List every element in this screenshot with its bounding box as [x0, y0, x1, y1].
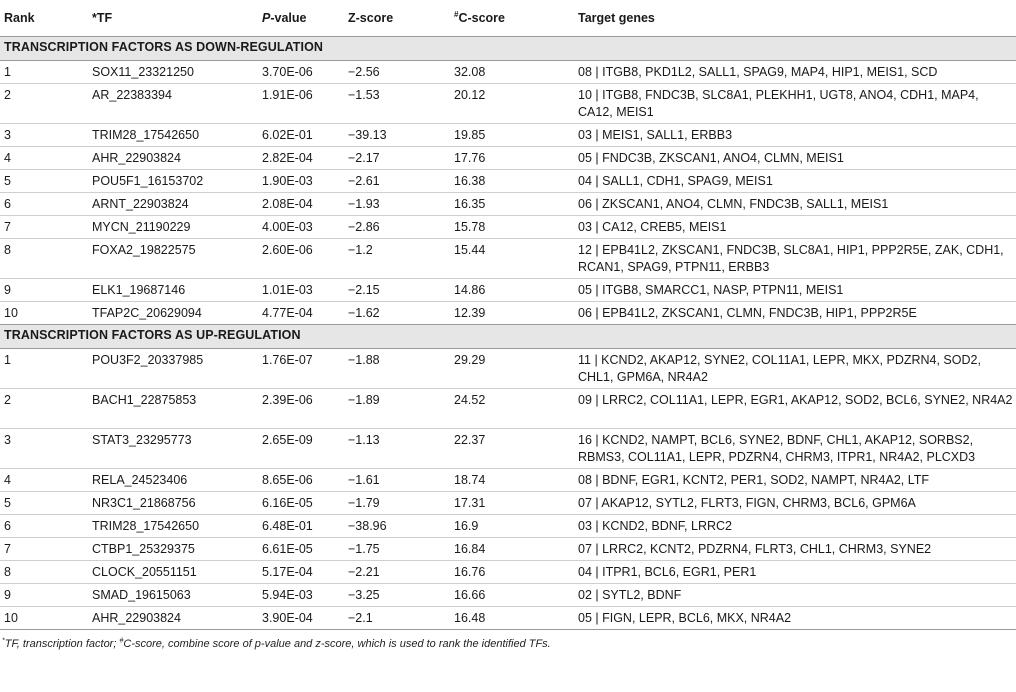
table-row — [0, 61, 1016, 84]
table-row — [0, 584, 1016, 607]
rank-cell: 3 — [0, 429, 88, 469]
pvalue-cell: 2.08E-04 — [258, 193, 338, 216]
footnote-text-tf: TF, transcription factor; — [4, 638, 120, 650]
zscore-cell: −2.61 — [338, 170, 450, 193]
targets-cell: 03 | KCND2, BDNF, LRRC2 — [574, 515, 1016, 538]
zscore-cell: −1.75 — [338, 538, 450, 561]
zscore-cell: −38.96 — [338, 515, 450, 538]
table-row — [0, 193, 1016, 216]
header-tf — [88, 0, 258, 37]
table-row — [0, 302, 1016, 325]
pvalue-cell: 6.48E-01 — [258, 515, 338, 538]
table-row — [0, 124, 1016, 147]
cscore-cell: 18.74 — [450, 469, 574, 492]
tf-cell: FOXA2_19822575 — [88, 239, 258, 279]
table-row — [0, 279, 1016, 302]
targets-cell: 06 | EPB41L2, ZKSCAN1, CLMN, FNDC3B, HIP1, PPP2R5E — [578, 306, 917, 320]
tf-cell: TRIM28_17542650 — [88, 124, 258, 147]
table-row — [0, 492, 1016, 515]
table-header — [0, 0, 1016, 37]
cscore-cell: 16.35 — [450, 193, 574, 216]
zscore-cell: −2.56 — [338, 61, 450, 84]
rank-cell: 2 — [0, 84, 88, 124]
rank-cell: 10 — [4, 611, 18, 625]
targets-cell: 05 | FNDC3B, ZKSCAN1, ANO4, CLMN, MEIS1 — [574, 147, 1016, 170]
cscore-cell: 24.52 — [450, 389, 574, 429]
targets-cell: 04 | SALL1, CDH1, SPAG9, MEIS1 — [574, 170, 1016, 193]
bottom-rule-cell — [0, 629, 1016, 630]
tf-cell: TFAP2C_20629094 — [92, 306, 202, 320]
cscore-cell: 20.12 — [450, 84, 574, 124]
targets-cell: 08 | ITGB8, PKD1L2, SALL1, SPAG9, MAP4, HIP1, MEIS1, SCD — [574, 61, 1016, 84]
table-row — [0, 515, 1016, 538]
rank-cell: 7 — [0, 216, 88, 239]
rank-cell: 5 — [0, 492, 88, 515]
pvalue-cell: 1.01E-03 — [258, 279, 338, 302]
pvalue-cell: 1.91E-06 — [258, 84, 338, 124]
tf-cell: SMAD_19615063 — [88, 584, 258, 607]
targets-cell: 07 | LRRC2, KCNT2, PDZRN4, FLRT3, CHL1, CHRM3, SYNE2 — [574, 538, 1016, 561]
zscore-cell: −1.13 — [338, 429, 450, 469]
table-row — [0, 349, 1016, 389]
table-row — [0, 147, 1016, 170]
cscore-cell: 15.78 — [450, 216, 574, 239]
rank-cell: 6 — [0, 193, 88, 216]
cscore-cell: 16.84 — [450, 538, 574, 561]
pvalue-cell: 2.82E-04 — [258, 147, 338, 170]
tf-cell: BACH1_22875853 — [88, 389, 258, 429]
tf-cell: AHR_22903824 — [88, 147, 258, 170]
zscore-cell: −1.61 — [338, 469, 450, 492]
cscore-cell: 12.39 — [454, 306, 486, 320]
table-row — [0, 429, 1016, 469]
targets-cell: 08 | BDNF, EGR1, KCNT2, PER1, SOD2, NAMPT, NR4A2, LTF — [574, 469, 1016, 492]
zscore-cell: −39.13 — [338, 124, 450, 147]
table-row — [0, 239, 1016, 279]
header-targets: Target genes — [574, 0, 1016, 37]
header-tf-label: TF — [96, 10, 113, 25]
pvalue-cell: 1.76E-07 — [258, 349, 338, 389]
section-title: TRANSCRIPTION FACTORS AS DOWN-REGULATION — [0, 37, 1016, 61]
zscore-cell: −1.93 — [338, 193, 450, 216]
table-row — [0, 607, 1016, 630]
tf-cell: AR_22383394 — [88, 84, 258, 124]
rank-cell: 10 — [4, 306, 18, 320]
pvalue-cell: 6.02E-01 — [258, 124, 338, 147]
pvalue-cell: 8.65E-06 — [258, 469, 338, 492]
table-row — [0, 389, 1016, 429]
header-cscore-label: C-score — [458, 10, 505, 25]
rank-cell: 3 — [0, 124, 88, 147]
rank-cell: 9 — [0, 584, 88, 607]
footnote-text-cscore: C-score, combine score of p-value and z-score, which is used to rank the identified TFs. — [123, 638, 551, 650]
pvalue-cell: 3.70E-06 — [258, 61, 338, 84]
zscore-cell: −1.79 — [338, 492, 450, 515]
targets-cell: 03 | CA12, CREB5, MEIS1 — [574, 216, 1016, 239]
cscore-cell: 16.38 — [450, 170, 574, 193]
rank-cell: 7 — [0, 538, 88, 561]
targets-cell: 11 | KCND2, AKAP12, SYNE2, COL11A1, LEPR, MKX, PDZRN4, SOD2, CHL1, GPM6A, NR4A2 — [574, 349, 1016, 389]
zscore-cell: −1.88 — [338, 349, 450, 389]
table-row — [0, 216, 1016, 239]
pvalue-cell: 1.90E-03 — [258, 170, 338, 193]
zscore-cell: −2.17 — [338, 147, 450, 170]
targets-cell: 02 | SYTL2, BDNF — [574, 584, 1016, 607]
cscore-cell: 17.76 — [450, 147, 574, 170]
tf-cell: NR3C1_21868756 — [88, 492, 258, 515]
pvalue-cell: 5.94E-03 — [258, 584, 338, 607]
targets-cell: 03 | MEIS1, SALL1, ERBB3 — [574, 124, 1016, 147]
cscore-cell: 22.37 — [450, 429, 574, 469]
header-cscore — [450, 0, 574, 37]
pvalue-cell: 4.00E-03 — [258, 216, 338, 239]
rank-cell: 4 — [0, 469, 88, 492]
header-cscore-mark: # — [454, 9, 459, 19]
rank-cell: 5 — [0, 170, 88, 193]
targets-cell: 09 | LRRC2, COL11A1, LEPR, EGR1, AKAP12, SOD2, BCL6, SYNE2, NR4A2 — [574, 389, 1016, 429]
zscore-cell: −1.62 — [348, 306, 380, 320]
targets-cell: 04 | ITPR1, BCL6, EGR1, PER1 — [574, 561, 1016, 584]
cscore-cell: 19.85 — [450, 124, 574, 147]
tf-cell: ARNT_22903824 — [88, 193, 258, 216]
zscore-cell: −2.15 — [338, 279, 450, 302]
rank-cell: 8 — [0, 239, 88, 279]
tf-cell: SOX11_23321250 — [88, 61, 258, 84]
rank-cell: 8 — [0, 561, 88, 584]
tf-cell: STAT3_23295773 — [88, 429, 258, 469]
table-row — [0, 561, 1016, 584]
pvalue-cell: 3.90E-04 — [262, 611, 313, 625]
tf-cell: ELK1_19687146 — [88, 279, 258, 302]
targets-cell: 05 | FIGN, LEPR, BCL6, MKX, NR4A2 — [578, 611, 792, 625]
table-body — [0, 37, 1016, 630]
table-row — [0, 538, 1016, 561]
pvalue-cell: 5.17E-04 — [258, 561, 338, 584]
cscore-cell: 14.86 — [450, 279, 574, 302]
cscore-cell: 15.44 — [450, 239, 574, 279]
zscore-cell: −1.53 — [338, 84, 450, 124]
rank-cell: 2 — [0, 389, 88, 429]
targets-cell: 06 | ZKSCAN1, ANO4, CLMN, FNDC3B, SALL1, MEIS1 — [574, 193, 1016, 216]
zscore-cell: −1.89 — [338, 389, 450, 429]
tf-cell: TRIM28_17542650 — [88, 515, 258, 538]
header-pvalue-rest: -value — [270, 10, 307, 25]
cscore-cell: 16.48 — [454, 611, 486, 625]
footnote-mark-cscore: # — [119, 637, 124, 645]
tf-cell: MYCN_21190229 — [88, 216, 258, 239]
tf-cell: POU3F2_20337985 — [88, 349, 258, 389]
targets-cell: 05 | ITGB8, SMARCC1, NASP, PTPN11, MEIS1 — [574, 279, 1016, 302]
rank-cell: 1 — [0, 349, 88, 389]
section-row — [0, 37, 1016, 61]
targets-cell: 16 | KCND2, NAMPT, BCL6, SYNE2, BDNF, CHL1, AKAP12, SORBS2, RBMS3, COL11A1, LEPR, PDZRN4, CHRM3, ITPR1, NR4A2, PLCXD3 — [574, 429, 1016, 469]
cscore-cell: 17.31 — [450, 492, 574, 515]
header-tf-mark: * — [92, 10, 97, 25]
table-row — [0, 84, 1016, 124]
cscore-cell: 29.29 — [450, 349, 574, 389]
header-pvalue-italic: P — [262, 10, 271, 25]
tf-cell: RELA_24523406 — [88, 469, 258, 492]
tf-cell: AHR_22903824 — [92, 611, 181, 625]
header-pvalue — [258, 0, 338, 37]
section-title: TRANSCRIPTION FACTORS AS UP-REGULATION — [0, 325, 1016, 349]
rank-cell: 6 — [0, 515, 88, 538]
pvalue-cell: 2.65E-09 — [258, 429, 338, 469]
rank-cell: 4 — [0, 147, 88, 170]
pvalue-cell: 2.60E-06 — [258, 239, 338, 279]
tf-cell: CLOCK_20551151 — [88, 561, 258, 584]
rank-cell: 1 — [0, 61, 88, 84]
tf-cell: CTBP1_25329375 — [88, 538, 258, 561]
table-footnote — [0, 638, 1016, 650]
pvalue-cell: 6.61E-05 — [258, 538, 338, 561]
cscore-cell: 32.08 — [450, 61, 574, 84]
pvalue-cell: 6.16E-05 — [258, 492, 338, 515]
targets-cell: 07 | AKAP12, SYTL2, FLRT3, FIGN, CHRM3, BCL6, GPM6A — [574, 492, 1016, 515]
cscore-cell: 16.66 — [450, 584, 574, 607]
footnote-mark-tf: * — [2, 637, 5, 645]
table-row — [0, 469, 1016, 492]
zscore-cell: −2.86 — [338, 216, 450, 239]
rank-cell: 9 — [0, 279, 88, 302]
targets-cell: 12 | EPB41L2, ZKSCAN1, FNDC3B, SLC8A1, HIP1, PPP2R5E, ZAK, CDH1, RCAN1, SPAG9, PTPN11, ERBB3 — [574, 239, 1016, 279]
pvalue-cell: 4.77E-04 — [262, 306, 313, 320]
header-rank: Rank — [0, 0, 88, 37]
cscore-cell: 16.9 — [450, 515, 574, 538]
targets-cell: 10 | ITGB8, FNDC3B, SLC8A1, PLEKHH1, UGT8, ANO4, CDH1, MAP4, CA12, MEIS1 — [574, 84, 1016, 124]
zscore-cell: −3.25 — [338, 584, 450, 607]
header-zscore: Z-score — [338, 0, 450, 37]
pvalue-cell: 2.39E-06 — [258, 389, 338, 429]
table-row — [0, 170, 1016, 193]
table-bottom-rule — [0, 629, 1016, 630]
zscore-cell: −2.21 — [338, 561, 450, 584]
zscore-cell: −1.2 — [338, 239, 450, 279]
tf-cell: POU5F1_16153702 — [88, 170, 258, 193]
zscore-cell: −2.1 — [348, 611, 373, 625]
cscore-cell: 16.76 — [450, 561, 574, 584]
section-row — [0, 325, 1016, 349]
